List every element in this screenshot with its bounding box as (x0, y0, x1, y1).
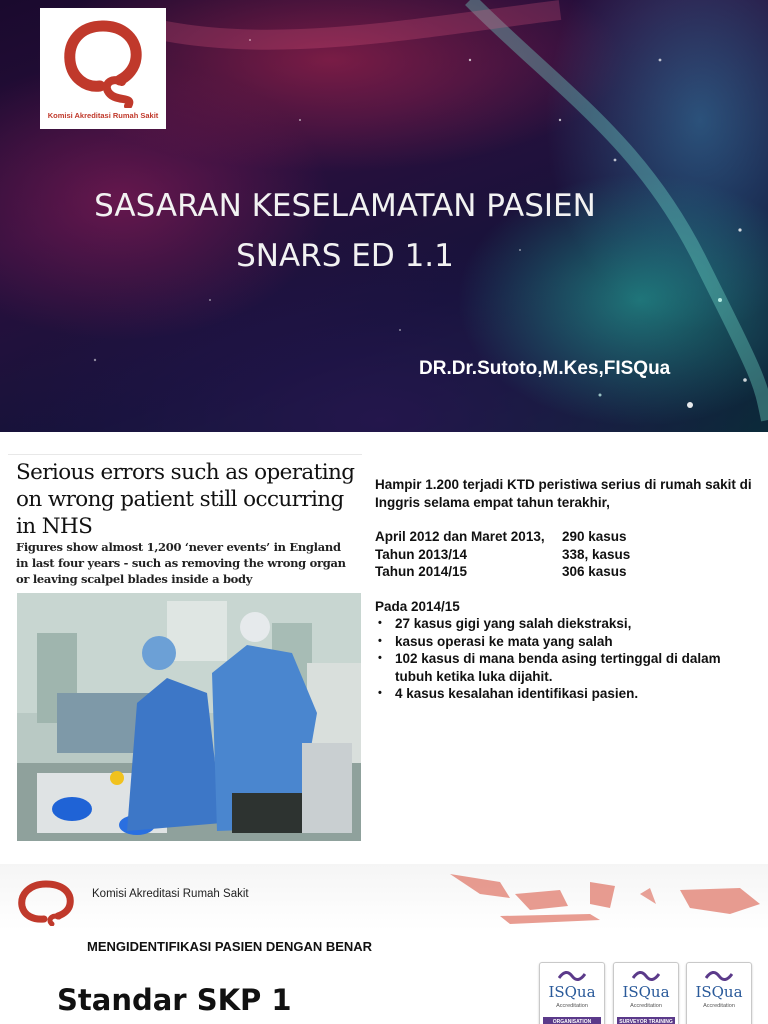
period-label: Pada 2014/15 (375, 598, 460, 614)
kars-logo (40, 8, 166, 129)
news-subheadline: Figures show almost 1,200 ‘never events’ in England in last four years - such as removing the wrong organ or leaving scalpel blades inside a body (16, 540, 346, 586)
intro-paragraph: Hampir 1.200 terjadi KTD peristiwa serius di rumah sakit di Inggris selama empat tahun terakhir, (375, 477, 752, 510)
isqua-badge-organisation (539, 962, 605, 1024)
stat-row (375, 563, 760, 581)
isqua-wave-icon (705, 968, 733, 982)
brand-name: Komisi Akreditasi Rumah Sakit (92, 888, 249, 900)
badge-name: ISQua (622, 983, 670, 1001)
badge-sub: Accreditation (556, 1003, 588, 1009)
stat-row (375, 528, 760, 546)
isqua-badge-surveyor (613, 962, 679, 1024)
slide-title-line1: SASARAN KESELAMATAN PASIEN (94, 188, 596, 224)
isqua-wave-icon (558, 968, 586, 982)
badge-name: ISQua (695, 983, 743, 1001)
badge-name: ISQua (548, 983, 596, 1001)
title-slide (0, 0, 768, 432)
news-headline: Serious errors such as operating on wrong patient still occurring in NHS (16, 460, 355, 539)
logo-caption: Komisi Akreditasi Rumah Sakit (47, 111, 159, 120)
stat-value: 338, kasus (562, 546, 631, 562)
list-item: • 102 kasus di mana benda asing tertinggal di dalam tubuh ketika luka dijahit. (375, 650, 760, 685)
badge-foot: SURVEYOR TRAINING (617, 1017, 675, 1024)
list-item: • kasus operasi ke mata yang salah (375, 633, 760, 651)
kars-logo-small (14, 878, 80, 926)
badge-foot: ORGANISATION (543, 1017, 601, 1024)
slide-title-line2: SNARS ED 1.1 (236, 238, 454, 274)
stat-row (375, 546, 760, 564)
stat-value: 290 kasus (562, 529, 627, 544)
stat-label: April 2012 dan Maret 2013, (375, 529, 545, 544)
statistics-text (375, 476, 760, 703)
badge-sub: Accreditation (703, 1003, 735, 1009)
incident-list (375, 615, 760, 703)
news-clipping (8, 454, 362, 855)
author-name: DR.Dr.Sutoto,M.Kes,FISQua (419, 358, 671, 379)
list-item: • 4 kasus kesalahan identifikasi pasien. (375, 685, 760, 703)
standard-slide (0, 864, 768, 1024)
stat-label: Tahun 2013/14 (375, 546, 468, 562)
slide-title: Standar SKP 1 (57, 983, 292, 1017)
stat-label: Tahun 2014/15 (375, 564, 468, 579)
isqua-wave-icon (632, 968, 660, 982)
statistics-slide (0, 432, 768, 864)
isqua-badge-accreditation (686, 962, 752, 1024)
slide-subtitle: MENGIDENTIFIKASI PASIEN DENGAN BENAR (87, 939, 373, 954)
kars-logo-mark (58, 16, 148, 108)
list-item: • 27 kasus gigi yang salah diekstraksi, (375, 615, 760, 633)
stat-value: 306 kasus (562, 564, 627, 579)
indonesia-map-graphic (440, 864, 768, 930)
badge-sub: Accreditation (630, 1003, 662, 1009)
operating-room-photo (17, 593, 361, 841)
